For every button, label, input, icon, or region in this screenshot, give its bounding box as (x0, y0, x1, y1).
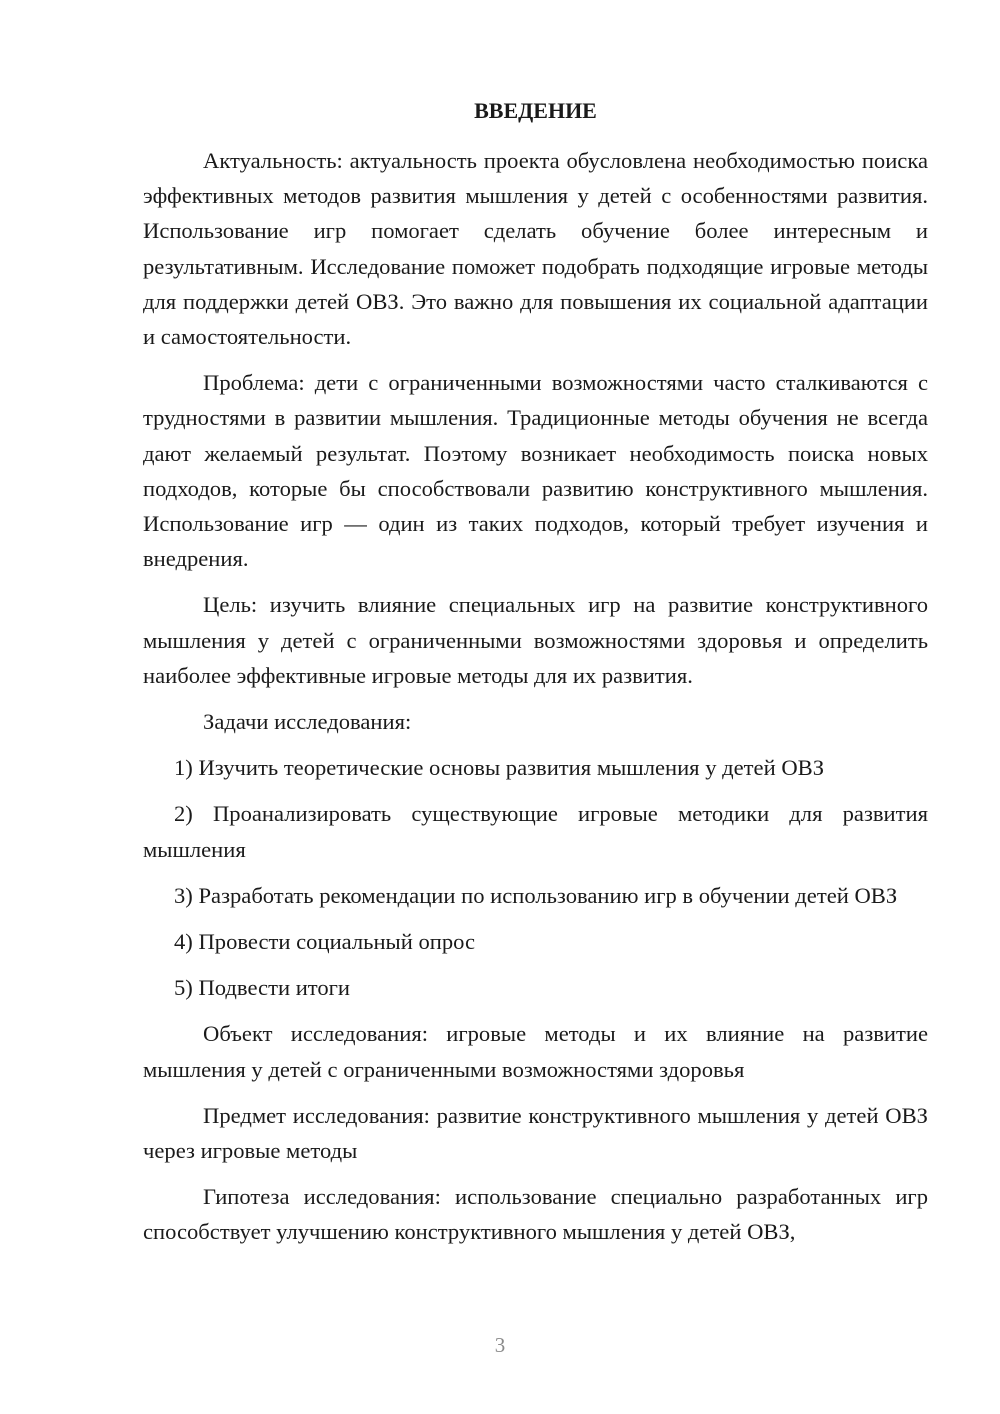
section-heading: ВВЕДЕНИЕ (474, 98, 597, 123)
page-number: 3 (494, 1333, 506, 1357)
body-text (143, 143, 928, 1250)
task-item-5: 5) Подвести итоги (174, 975, 351, 1001)
task-item-4: 4) Провести социальный опрос (174, 929, 476, 955)
task-item-1: 1) Изучить теоретические основы развития мышления у детей ОВЗ (174, 755, 825, 781)
task-item-2: 2) Проанализировать существующие игровые методики для развития мышления (143, 801, 928, 862)
paragraph-goal: Цель: изучить влияние специальных игр на развитие конструктивного мышления у детей с ограниченными возможностями здоровья и определить наиболее эффективные игровые методы для их развития. (143, 592, 928, 688)
paragraph-tasks-heading: Задачи исследования: (203, 709, 412, 735)
paragraph-problem: Проблема: дети с ограниченными возможностями часто сталкиваются с трудностями в развитии мышления. Традиционные методы обучения не всегда дают желаемый результат. Поэтому возникает необходимость поиска новых подходов, которые бы способствовали развитию конструктивного мышления. Использование игр — один из таких подходов, который требует изучения и внедрения. (143, 370, 928, 572)
paragraph-relevance: Актуальность: актуальность проекта обусловлена необходимостью поиска эффективных методов развития мышления у детей с особенностями развития. Использование игр помогает сделать обучение более интересным и результативным. Исследование поможет подобрать подходящие игровые методы для поддержки детей ОВЗ. Это важно для повышения их социальной адаптации и самостоятельности. (143, 148, 928, 350)
paragraph-object: Объект исследования: игровые методы и их влияние на развитие мышления у детей с ограниченными возможностями здоровья (143, 1021, 928, 1082)
paragraph-subject: Предмет исследования: развитие конструктивного мышления у детей ОВЗ через игровые методы (143, 1102, 928, 1164)
paragraph-hypothesis: Гипотеза исследования: использование специально разработанных игр способствует улучшению конструктивного мышления у детей ОВЗ, (143, 1184, 928, 1245)
task-item-3: 3) Разработать рекомендации по использованию игр в обучении детей ОВЗ (174, 882, 898, 908)
